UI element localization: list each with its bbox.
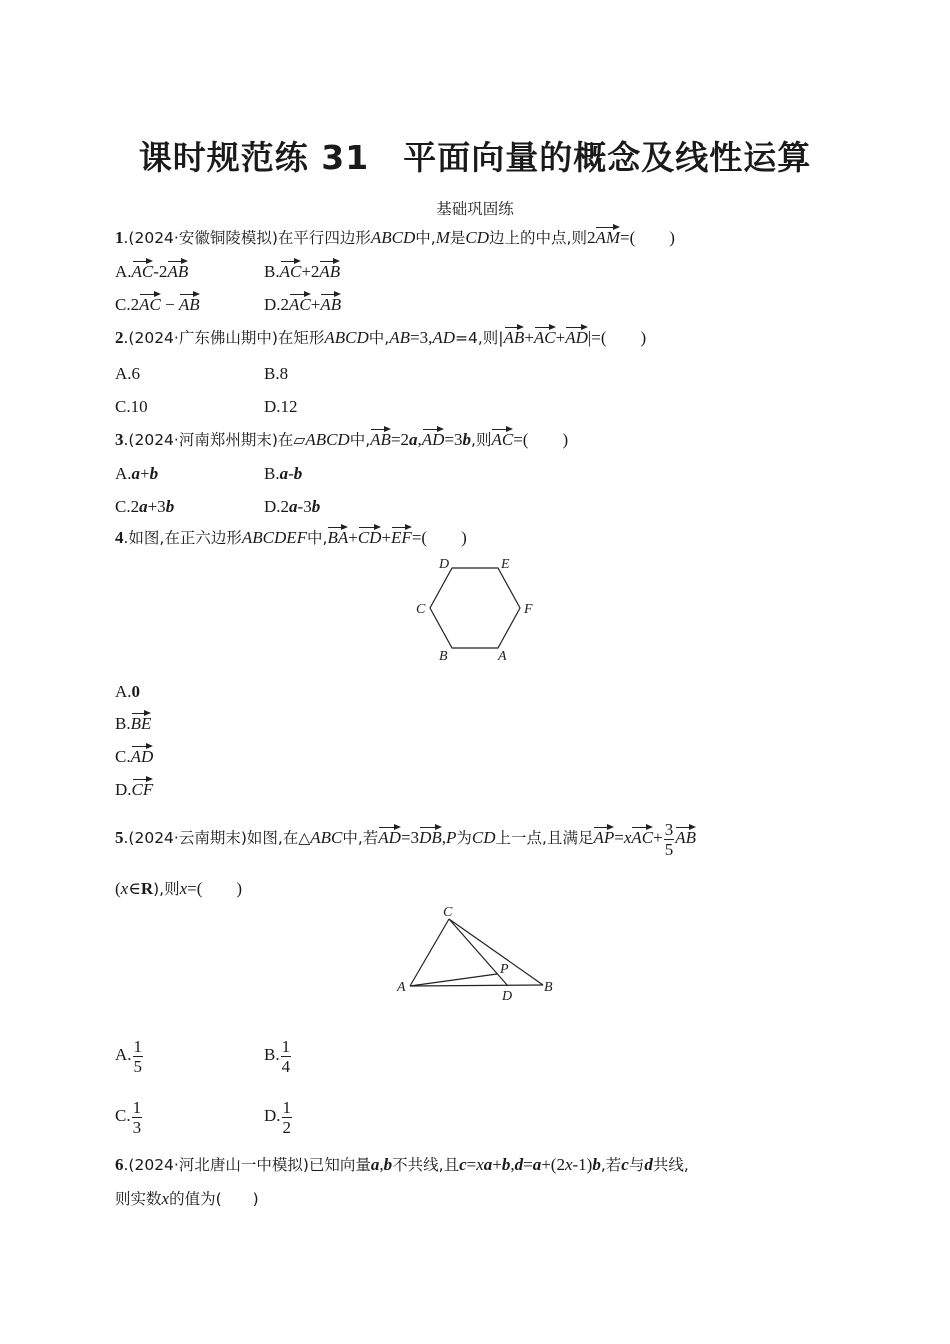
vertex-label-p: P — [500, 962, 509, 977]
vertex-label-d: D — [502, 989, 513, 1002]
fraction-3-5: $\frac{3}{5}$ — [664, 819, 674, 859]
question-2-stem: 2.(2024·广东佛山期中)在矩形ABCD中,AB=3,AD=4,则|AB+AC+AD|=( ) — [115, 328, 647, 347]
question-number: 1 — [115, 228, 124, 247]
vertex-label-c: C — [443, 905, 453, 920]
q3-option-a[interactable]: A.a+b — [115, 464, 159, 483]
page-title: 课时规范练 31 平面向量的概念及线性运算 — [138, 138, 812, 177]
q4-option-b[interactable]: B.BE — [115, 714, 152, 733]
q2-option-b[interactable]: B.8 — [264, 364, 289, 383]
vertex-label-a: A — [397, 980, 406, 995]
vertex-label-e: E — [501, 557, 510, 572]
q2-option-c[interactable]: C.10 — [115, 397, 148, 416]
section-heading: 基础巩固练 — [436, 200, 514, 218]
hexagon-shape — [430, 568, 520, 648]
edge-ap — [410, 974, 497, 986]
vertex-label-f: F — [524, 602, 533, 617]
q4-option-d[interactable]: D.CF — [115, 780, 154, 799]
q1-option-c[interactable]: C.2AC − AB — [115, 295, 200, 314]
hexagon-figure — [405, 552, 550, 666]
question-5-stem: 5.(2024·云南期末)如图,在△ABC中,若AD=3DB,P为CD上一点,且满足AP=xAC+ $\frac{3}{5}$ AB — [115, 819, 696, 859]
vertex-label-b: B — [439, 649, 448, 664]
question-1-stem: 1.(2024·安徽铜陵模拟)在平行四边形ABCD中,M是CD边上的中点,则2AM=( ) — [115, 228, 675, 247]
edge-cb — [449, 919, 543, 985]
vertex-label-a: A — [498, 649, 507, 664]
q5-option-b[interactable]: B. $\frac{1}{4}$ — [264, 1036, 291, 1076]
vertex-label-c: C — [416, 602, 426, 617]
q1-option-b[interactable]: B.AC+2AB — [264, 262, 341, 281]
q3-option-d[interactable]: D.2a-3b — [264, 497, 321, 516]
vertex-label-d: D — [439, 557, 450, 572]
question-6-stem: 6.(2024·河北唐山一中模拟)已知向量a,b不共线,且c=xa+b,d=a+(2x-1)b,若c与d共线, — [115, 1155, 689, 1174]
q4-option-c[interactable]: C.AD — [115, 747, 154, 766]
edge-ac — [410, 919, 449, 986]
q1-option-d[interactable]: D.2AC+AB — [264, 295, 342, 314]
q5-option-a[interactable]: A. $\frac{1}{5}$ — [115, 1036, 143, 1076]
q4-option-a[interactable]: A.0 — [115, 682, 141, 701]
q3-option-c[interactable]: C.2a+3b — [115, 497, 175, 516]
q2-option-a[interactable]: A.6 — [115, 364, 141, 383]
question-6-stem-line2: 则实数x的值为( ) — [115, 1189, 259, 1208]
vertex-label-b: B — [544, 980, 553, 995]
question-4-stem: 4.如图,在正六边形ABCDEF中,BA+CD+EF=( ) — [115, 528, 467, 547]
q1-option-a[interactable]: A.AC-2AB — [115, 262, 189, 281]
q2-option-d[interactable]: D.12 — [264, 397, 298, 416]
vector-am: AM — [595, 228, 621, 247]
question-3-stem: 3.(2024·河南郑州期末)在▱ABCD中,AB=2a,AD=3b,则AC=( ) — [115, 430, 569, 449]
question-5-stem-line2: (x∈R),则x=( ) — [115, 879, 243, 898]
edge-ab — [410, 985, 543, 986]
q5-option-c[interactable]: C. $\frac{1}{3}$ — [115, 1097, 142, 1137]
q3-option-b[interactable]: B.a-b — [264, 464, 303, 483]
triangle-figure — [392, 900, 562, 1002]
q5-option-d[interactable]: D. $\frac{1}{2}$ — [264, 1097, 292, 1137]
